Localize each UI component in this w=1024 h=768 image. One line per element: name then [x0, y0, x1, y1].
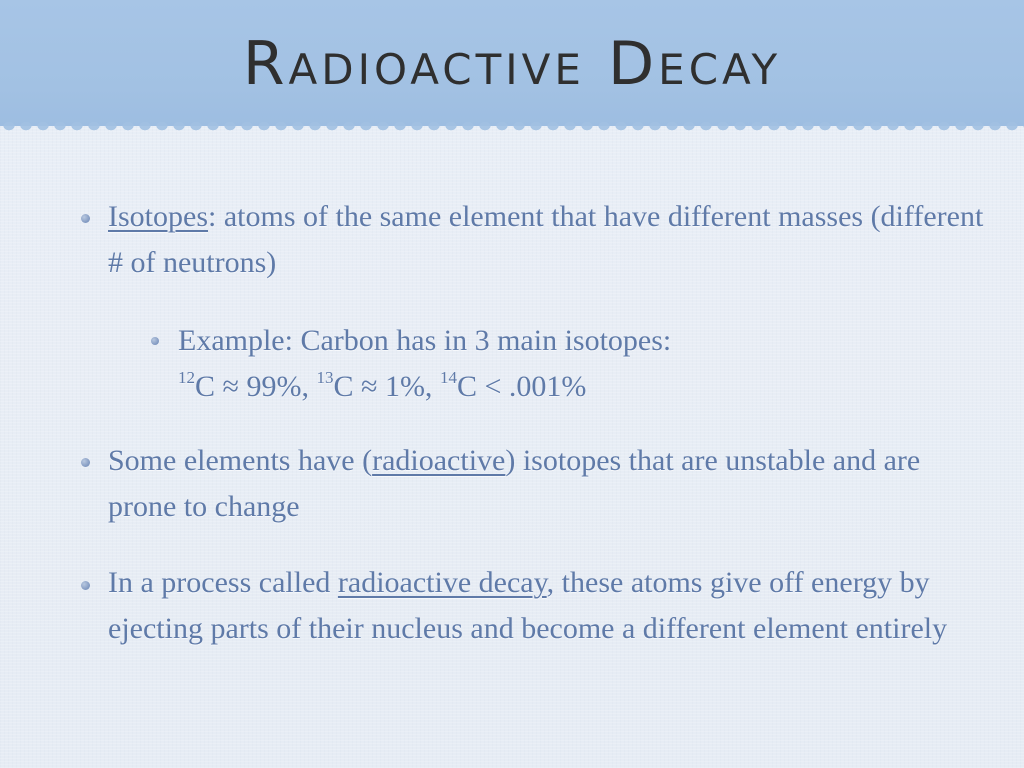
bullet-radioactive-isotopes: [108, 438, 968, 530]
bullet-isotopes-text: : atoms of the same element that have different masses (different # of neutrons): [108, 200, 984, 279]
bullet-radioactive-post: ) isotopes that are unstable and are prone to change: [108, 444, 921, 523]
bullet-dot-icon: [81, 458, 90, 467]
bullet-dot-icon: [81, 214, 90, 223]
bullet-radioactive-pre: Some elements have (: [108, 444, 373, 477]
isotope-abundance-12: C ≈ 99%,: [195, 370, 317, 403]
bullet-isotopes: [108, 194, 988, 286]
carbon-example-line: Example: Carbon has in 3 main isotopes:: [178, 324, 672, 357]
isotope-mass-13: 13: [316, 368, 334, 387]
sub-bullet-carbon-example: [178, 318, 978, 410]
bullet-decay-post: , these atoms give off energy by ejecting parts of their nucleus and become a different element entirely: [108, 566, 948, 645]
isotope-mass-12: 12: [178, 368, 195, 387]
slide-title: Radioactive Decay: [242, 29, 782, 99]
term-radioactive-decay: radioactive decay: [337, 566, 547, 599]
isotope-mass-14: 14: [439, 368, 457, 387]
bullet-radioactive-decay: [108, 560, 998, 652]
term-isotopes: Isotopes: [108, 200, 208, 233]
sub-bullet-dot-icon: [151, 337, 159, 345]
bullet-dot-icon: [81, 581, 90, 590]
carbon-isotope-abundances: [178, 364, 978, 410]
bullet-decay-pre: In a process called: [108, 566, 338, 599]
term-radioactive: radioactive: [372, 444, 506, 477]
isotope-abundance-13: C ≈ 1%,: [333, 370, 440, 403]
isotope-abundance-14: C < .001%: [456, 370, 587, 403]
